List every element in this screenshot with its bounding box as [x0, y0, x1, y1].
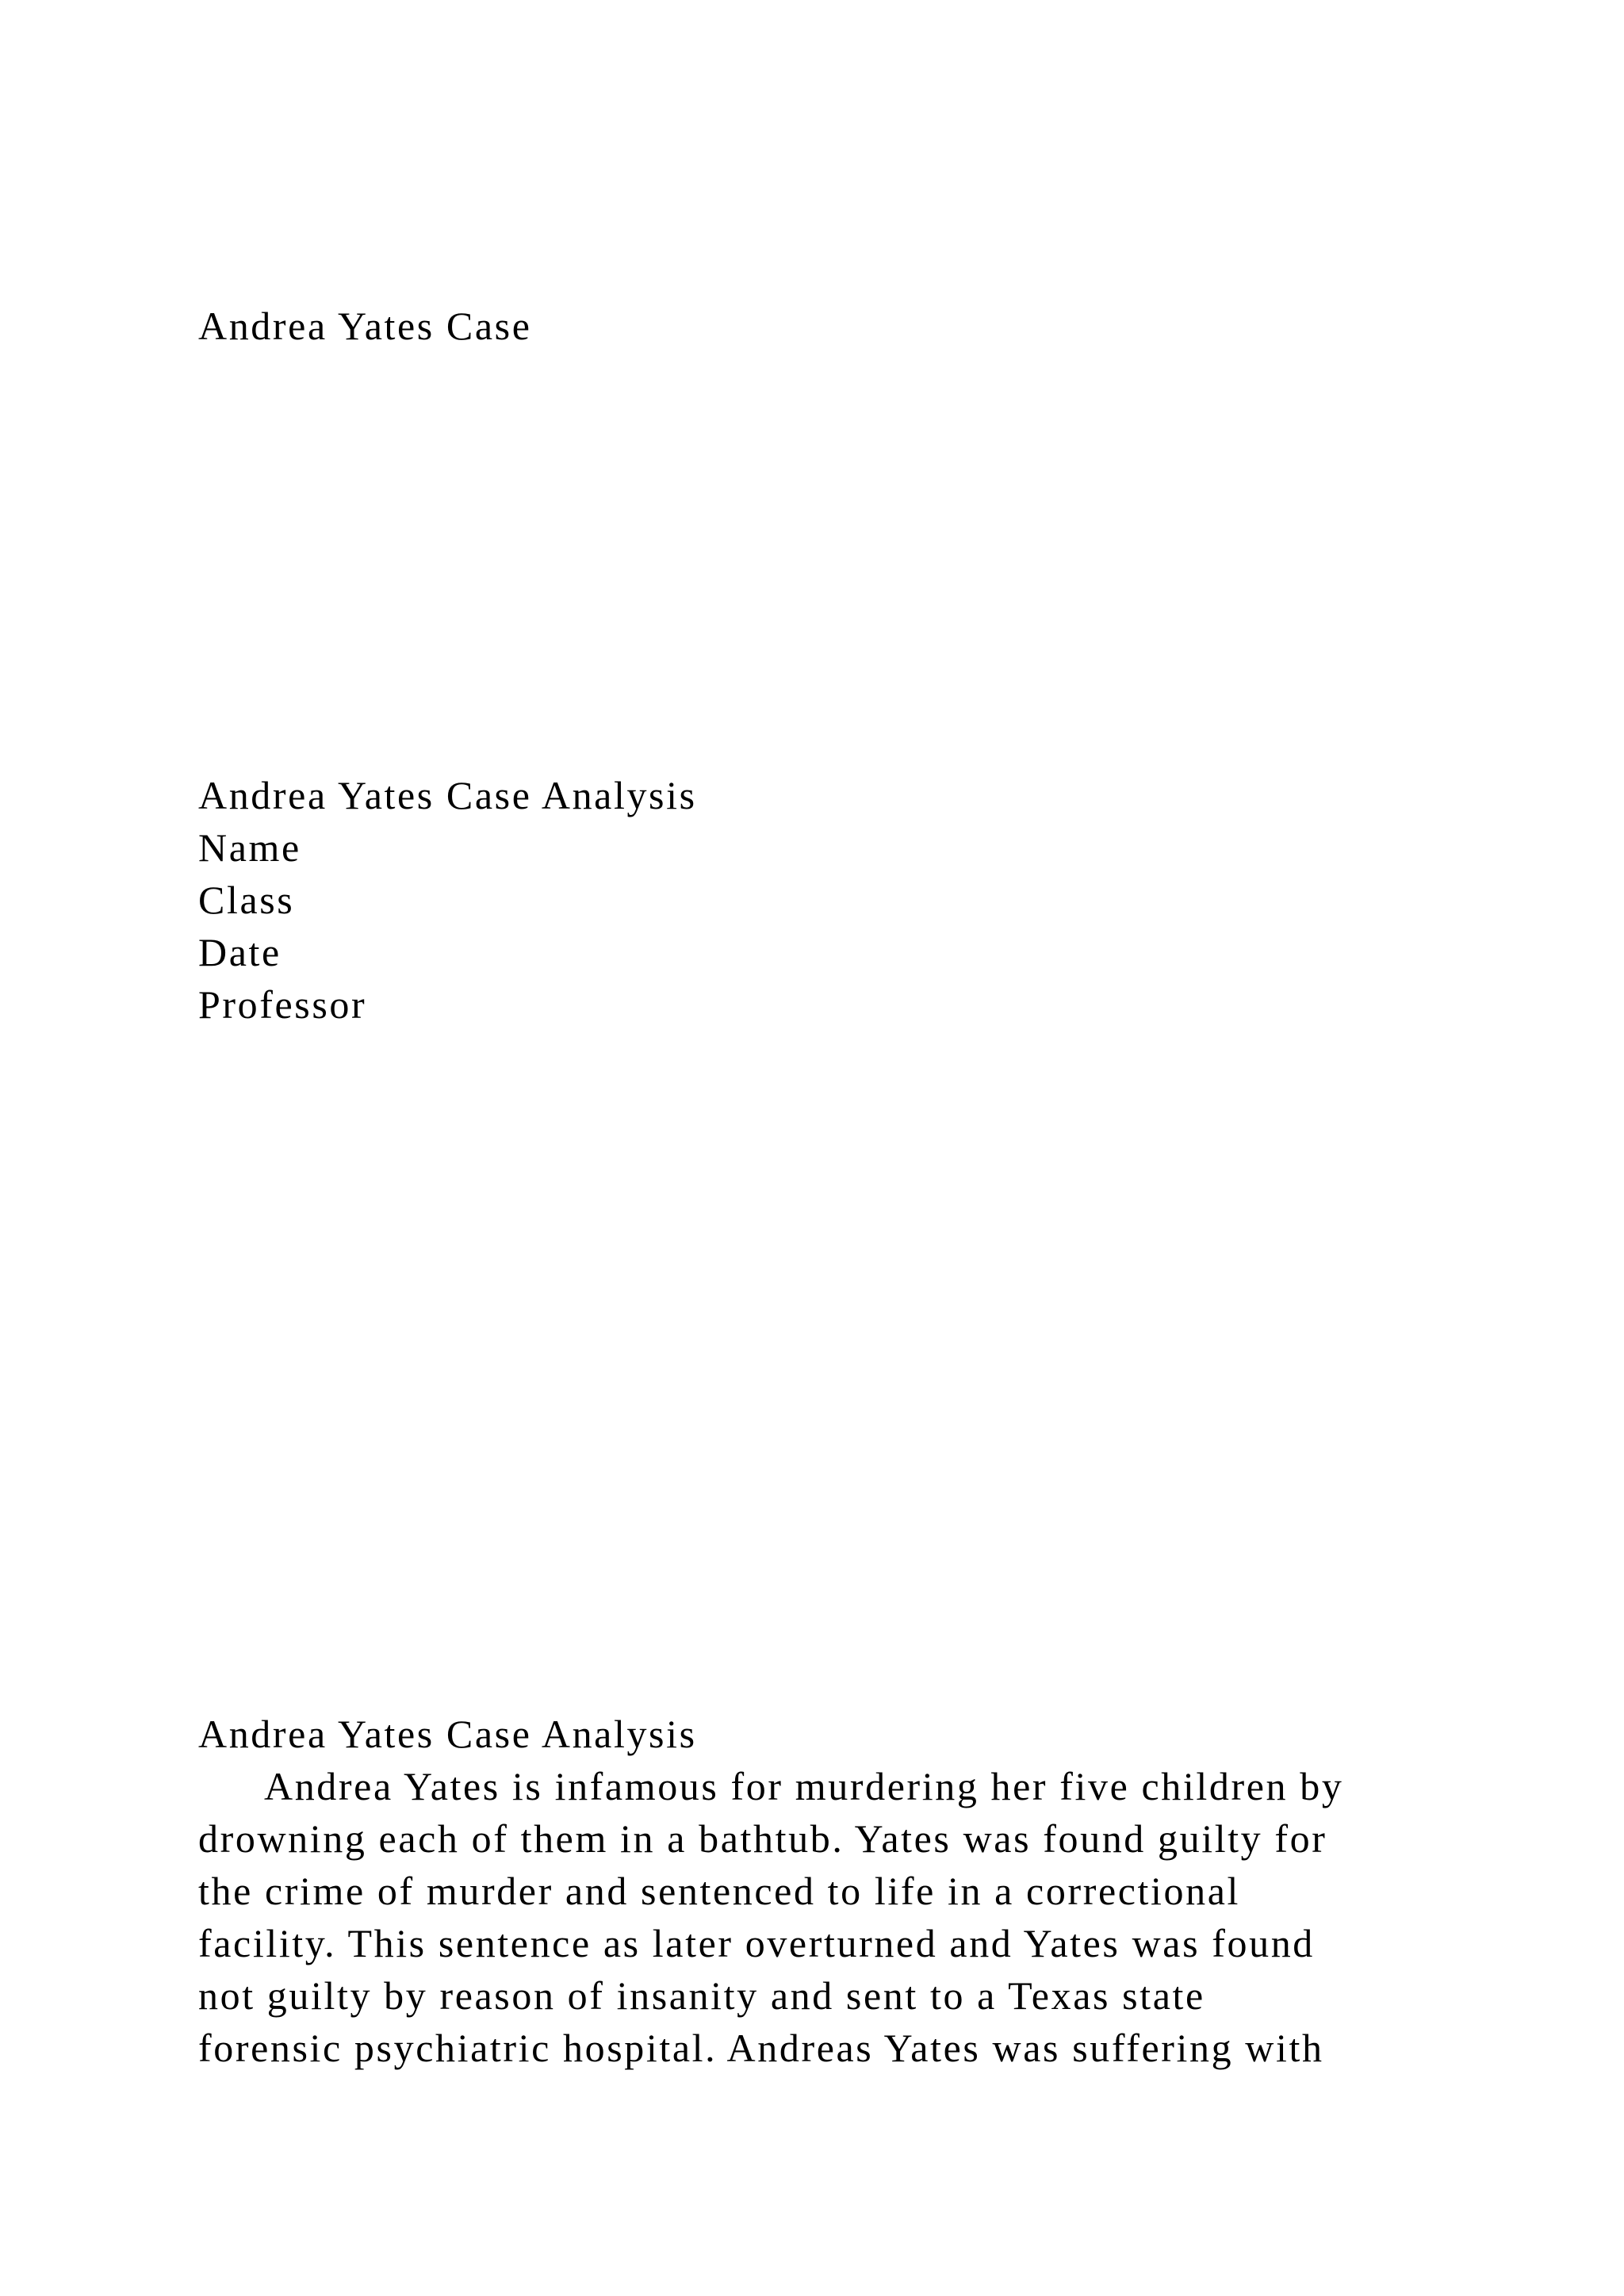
title-page-professor: Professor	[198, 982, 367, 1027]
body-paragraph-line: the crime of murder and sentenced to life in a correctional	[198, 1869, 1240, 1913]
title-page-title: Andrea Yates Case Analysis	[198, 773, 697, 817]
body-heading: Andrea Yates Case Analysis	[198, 1712, 697, 1756]
body-paragraph-line: not guilty by reason of insanity and sent to a Texas state	[198, 1973, 1205, 2018]
title-page-class: Class	[198, 878, 295, 922]
header-title: Andrea Yates Case	[198, 304, 532, 348]
body-paragraph-line: facility. This sentence as later overturned and Yates was found	[198, 1921, 1315, 1965]
title-page-name: Name	[198, 825, 301, 870]
title-page-date: Date	[198, 930, 282, 974]
body-paragraph-line: forensic psychiatric hospital. Andreas Yates was suffering with	[198, 2026, 1324, 2070]
body-paragraph-line: Andrea Yates is infamous for murdering her five children by	[264, 1764, 1344, 1808]
body-paragraph-line: drowning each of them in a bathtub. Yates was found guilty for	[198, 1816, 1327, 1861]
